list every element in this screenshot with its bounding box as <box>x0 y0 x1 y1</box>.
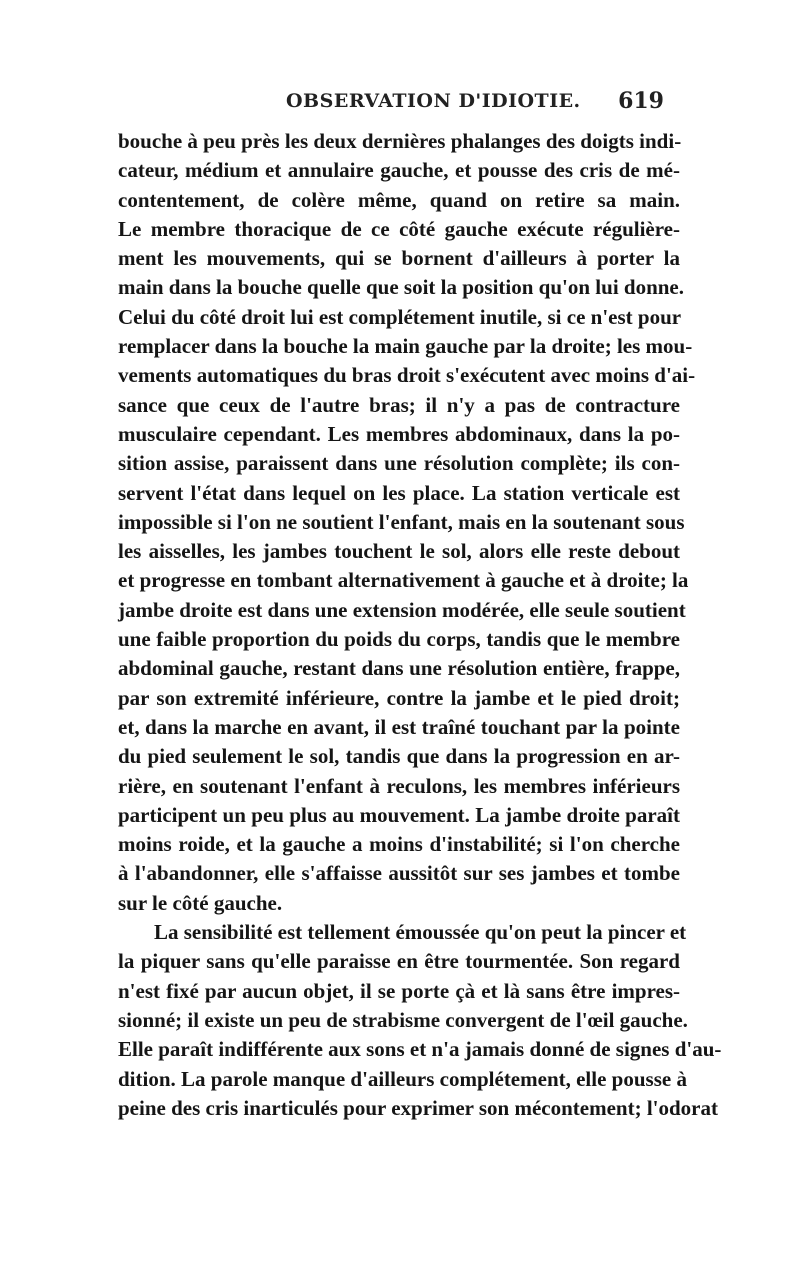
text-line: participent un peu plus au mouvement. La jambe droite paraît <box>118 802 680 827</box>
text-line: et, dans la marche en avant, il est traîné touchant par la pointe <box>118 714 680 739</box>
text-line: rière, en soutenant l'enfant à reculons, les membres inférieurs <box>118 773 680 798</box>
text-line: dition. La parole manque d'ailleurs complétement, elle pousse à <box>118 1066 687 1091</box>
text-line: vements automatiques du bras droit s'exécutent avec moins d'ai- <box>118 363 696 388</box>
text-line: Le membre thoracique de ce côté gauche exécute régulière- <box>118 216 680 241</box>
paragraph-start-line: La sensibilité est tellement émoussée qu'on peut la pincer et <box>154 920 687 945</box>
text-line: main dans la bouche quelle que soit la position qu'on lui donne. <box>118 275 685 300</box>
text-line: abdominal gauche, restant dans une résolution entière, frappe, <box>118 656 680 681</box>
text-line: et progresse en tombant alternativement à gauche et à droite; la <box>118 568 689 593</box>
text-line: n'est fixé par aucun objet, il se porte çà et là sans être impres- <box>118 978 680 1003</box>
text-line: moins roide, et la gauche a moins d'instabilité; si l'on cherche <box>118 832 680 857</box>
text-line: à l'abandonner, elle s'affaisse aussitôt sur ses jambes et tombe <box>118 861 680 886</box>
text-line: peine des cris inarticulés pour exprimer son mécontement; l'odorat <box>118 1095 718 1120</box>
running-title: OBSERVATION D'IDIOTIE. <box>286 90 581 112</box>
text-line: la piquer sans qu'elle paraisse en être tourmentée. Son regard <box>118 949 680 974</box>
text-line: jambe droite est dans une extension modérée, elle seule soutient <box>118 597 686 622</box>
text-line: par son extremité inférieure, contre la jambe et le pied droit; <box>118 685 680 710</box>
text-line: remplacer dans la bouche la main gauche par la droite; les mou- <box>118 334 693 359</box>
text-line: musculaire cependant. Les membres abdominaux, dans la po- <box>118 421 680 446</box>
text-line: sition assise, paraissent dans une résolution complète; ils con- <box>118 451 680 476</box>
text-line: contentement, de colère même, quand on retire sa main. <box>118 187 680 212</box>
paragraph-end-line: sur le côté gauche. <box>118 890 283 915</box>
text-line: sance que ceux de l'autre bras; il n'y a pas de contracture <box>118 392 680 417</box>
text-line: sionné; il existe un peu de strabisme convergent de l'œil gauche. <box>118 1007 688 1032</box>
page-number: 619 <box>618 88 664 114</box>
text-line: cateur, médium et annulaire gauche, et pousse des cris de mé- <box>118 158 680 183</box>
text-line: bouche à peu près les deux dernières phalanges des doigts indi- <box>118 129 682 153</box>
text-line: ment les mouvements, qui se bornent d'ailleurs à porter la <box>118 246 680 271</box>
text-line: du pied seulement le sol, tandis que dans la progression en ar- <box>118 744 680 769</box>
text-line: impossible si l'on ne soutient l'enfant, mais en la soutenant sous <box>118 509 685 534</box>
text-line: Celui du côté droit lui est complétement inutile, si ce n'est pour <box>118 304 682 329</box>
page-header <box>118 90 680 120</box>
text-line: une faible proportion du poids du corps, tandis que le membre <box>118 627 680 652</box>
text-line: servent l'état dans lequel on les place. La station verticale est <box>118 480 680 505</box>
body-text <box>118 127 722 1123</box>
text-line: Elle paraît indifférente aux sons et n'a jamais donné de signes d'au- <box>118 1037 722 1062</box>
text-line: les aisselles, les jambes touchent le sol, alors elle reste debout <box>118 539 680 564</box>
